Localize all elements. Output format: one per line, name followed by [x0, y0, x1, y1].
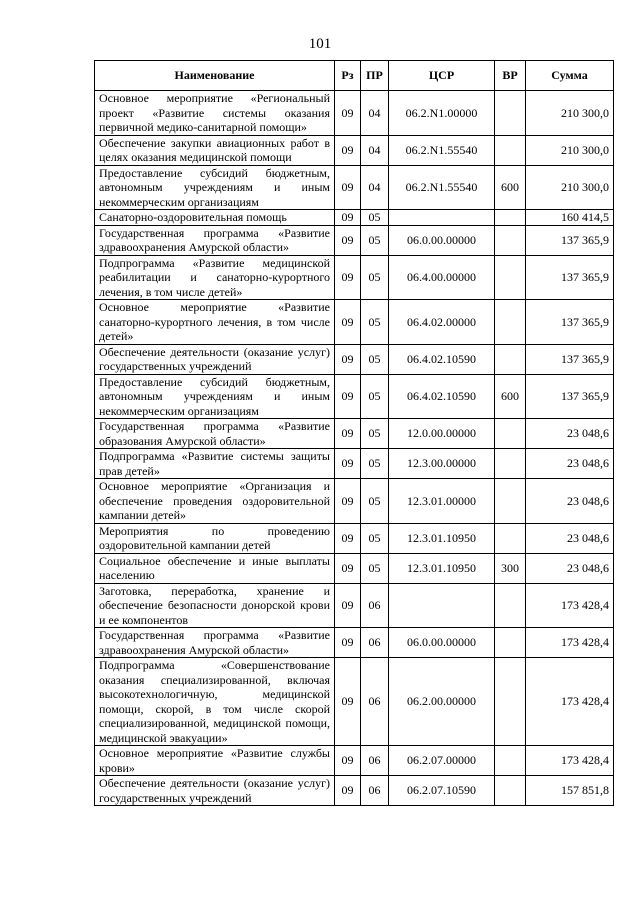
row-rz-cell: 09 [335, 419, 361, 449]
row-pr-cell: 05 [361, 374, 389, 419]
row-sum-cell: 137 365,9 [526, 300, 614, 345]
budget-table [94, 60, 614, 806]
table-row [95, 165, 614, 210]
row-vr-cell [495, 255, 526, 300]
row-vr-cell: 600 [495, 165, 526, 210]
row-vr-cell [495, 300, 526, 345]
row-pr-cell: 06 [361, 776, 389, 806]
row-sum-cell: 23 048,6 [526, 553, 614, 583]
row-name-cell: Подпрограмма «Совершенствование оказания специализированной, включая высокотехнологичную, медицинской помощи, скорой, в том числе скорой специализированной, медицинской помощи, медицинской эвакуации» [95, 658, 335, 746]
row-rz-cell: 09 [335, 91, 361, 136]
row-csr-cell: 06.4.02.10590 [389, 344, 495, 374]
table-body [95, 91, 614, 806]
row-csr-cell: 06.2.N1.00000 [389, 91, 495, 136]
row-sum-cell: 137 365,9 [526, 255, 614, 300]
row-csr-cell: 12.3.01.10950 [389, 523, 495, 553]
row-pr-cell: 04 [361, 135, 389, 165]
row-csr-cell: 06.4.00.00000 [389, 255, 495, 300]
row-pr-cell: 05 [361, 300, 389, 345]
row-rz-cell: 09 [335, 255, 361, 300]
row-vr-cell [495, 449, 526, 479]
row-name-cell: Предоставление субсидий бюджетным, автономным учреждениям и иным некоммерческим организациям [95, 374, 335, 419]
row-vr-cell [495, 419, 526, 449]
row-sum-cell: 160 414,5 [526, 210, 614, 226]
row-name-cell: Основное мероприятие «Развитие санаторно-курортного лечения, в том числе детей» [95, 300, 335, 345]
row-rz-cell: 09 [335, 165, 361, 210]
row-pr-cell: 05 [361, 553, 389, 583]
table-row [95, 225, 614, 255]
row-rz-cell: 09 [335, 479, 361, 524]
row-rz-cell: 09 [335, 374, 361, 419]
row-csr-cell: 06.0.00.00000 [389, 225, 495, 255]
row-pr-cell: 05 [361, 479, 389, 524]
row-csr-cell [389, 583, 495, 628]
row-sum-cell: 23 048,6 [526, 523, 614, 553]
row-sum-cell: 23 048,6 [526, 419, 614, 449]
row-vr-cell [495, 210, 526, 226]
table-row [95, 255, 614, 300]
row-rz-cell: 09 [335, 553, 361, 583]
row-vr-cell [495, 776, 526, 806]
row-vr-cell [495, 523, 526, 553]
table-row [95, 374, 614, 419]
row-sum-cell: 23 048,6 [526, 479, 614, 524]
row-name-cell: Подпрограмма «Развитие системы защиты прав детей» [95, 449, 335, 479]
row-pr-cell: 06 [361, 628, 389, 658]
row-pr-cell: 05 [361, 210, 389, 226]
row-csr-cell: 12.0.00.00000 [389, 419, 495, 449]
row-csr-cell: 06.2.N1.55540 [389, 135, 495, 165]
table-row [95, 210, 614, 226]
row-pr-cell: 05 [361, 344, 389, 374]
row-csr-cell: 06.2.N1.55540 [389, 165, 495, 210]
table-row [95, 628, 614, 658]
row-rz-cell: 09 [335, 583, 361, 628]
row-csr-cell [389, 210, 495, 226]
row-rz-cell: 09 [335, 344, 361, 374]
table-header-row [95, 61, 614, 91]
row-name-cell: Обеспечение закупки авиационных работ в целях оказания медицинской помощи [95, 135, 335, 165]
row-vr-cell [495, 628, 526, 658]
row-sum-cell: 23 048,6 [526, 449, 614, 479]
row-vr-cell: 600 [495, 374, 526, 419]
row-sum-cell: 173 428,4 [526, 583, 614, 628]
table-row [95, 658, 614, 746]
row-name-cell: Государственная программа «Развитие здравоохранения Амурской области» [95, 225, 335, 255]
row-rz-cell: 09 [335, 449, 361, 479]
row-name-cell: Заготовка, переработка, хранение и обеспечение безопасности донорской крови и ее компонентов [95, 583, 335, 628]
row-name-cell: Основное мероприятие «Региональный проект «Развитие системы оказания первичной медико-санитарной помощи» [95, 91, 335, 136]
row-csr-cell: 12.3.00.00000 [389, 449, 495, 479]
table-row [95, 523, 614, 553]
row-pr-cell: 05 [361, 255, 389, 300]
row-csr-cell: 12.3.01.10950 [389, 553, 495, 583]
row-sum-cell: 173 428,4 [526, 628, 614, 658]
header-name: Наименование [95, 61, 335, 91]
row-rz-cell: 09 [335, 523, 361, 553]
row-pr-cell: 05 [361, 523, 389, 553]
header-pr: ПР [361, 61, 389, 91]
header-csr: ЦСР [389, 61, 495, 91]
row-vr-cell: 300 [495, 553, 526, 583]
table-row [95, 135, 614, 165]
table-row [95, 449, 614, 479]
row-name-cell: Основное мероприятие «Развитие службы крови» [95, 746, 335, 776]
row-pr-cell: 06 [361, 746, 389, 776]
row-sum-cell: 173 428,4 [526, 746, 614, 776]
row-pr-cell: 05 [361, 419, 389, 449]
table-row [95, 91, 614, 136]
table-row [95, 300, 614, 345]
row-sum-cell: 157 851,8 [526, 776, 614, 806]
row-pr-cell: 06 [361, 658, 389, 746]
row-vr-cell [495, 658, 526, 746]
row-csr-cell: 12.3.01.00000 [389, 479, 495, 524]
row-name-cell: Подпрограмма «Развитие медицинской реабилитации и санаторно-курортного лечения, в том числе детей» [95, 255, 335, 300]
row-vr-cell [495, 91, 526, 136]
row-name-cell: Предоставление субсидий бюджетным, автономным учреждениям и иным некоммерческим организациям [95, 165, 335, 210]
table-row [95, 479, 614, 524]
row-sum-cell: 137 365,9 [526, 344, 614, 374]
row-name-cell: Государственная программа «Развитие образования Амурской области» [95, 419, 335, 449]
row-rz-cell: 09 [335, 776, 361, 806]
row-sum-cell: 210 300,0 [526, 135, 614, 165]
row-rz-cell: 09 [335, 210, 361, 226]
row-csr-cell: 06.4.02.00000 [389, 300, 495, 345]
row-csr-cell: 06.2.07.00000 [389, 746, 495, 776]
row-vr-cell [495, 479, 526, 524]
row-vr-cell [495, 135, 526, 165]
row-sum-cell: 137 365,9 [526, 374, 614, 419]
row-rz-cell: 09 [335, 628, 361, 658]
row-rz-cell: 09 [335, 300, 361, 345]
row-sum-cell: 210 300,0 [526, 165, 614, 210]
header-vr: ВР [495, 61, 526, 91]
page-number: 101 [308, 36, 332, 52]
row-sum-cell: 137 365,9 [526, 225, 614, 255]
row-sum-cell: 173 428,4 [526, 658, 614, 746]
row-rz-cell: 09 [335, 135, 361, 165]
row-csr-cell: 06.4.02.10590 [389, 374, 495, 419]
table-row [95, 344, 614, 374]
row-pr-cell: 04 [361, 91, 389, 136]
table-row [95, 583, 614, 628]
row-rz-cell: 09 [335, 225, 361, 255]
row-name-cell: Санаторно-оздоровительная помощь [95, 210, 335, 226]
table-row [95, 553, 614, 583]
row-vr-cell [495, 344, 526, 374]
row-name-cell: Основное мероприятие «Организация и обеспечение проведения оздоровительной кампании детей» [95, 479, 335, 524]
table-row [95, 419, 614, 449]
row-name-cell: Государственная программа «Развитие здравоохранения Амурской области» [95, 628, 335, 658]
row-pr-cell: 05 [361, 449, 389, 479]
row-name-cell: Мероприятия по проведению оздоровительной кампании детей [95, 523, 335, 553]
row-csr-cell: 06.2.07.10590 [389, 776, 495, 806]
row-pr-cell: 04 [361, 165, 389, 210]
row-name-cell: Обеспечение деятельности (оказание услуг) государственных учреждений [95, 776, 335, 806]
row-pr-cell: 05 [361, 225, 389, 255]
row-sum-cell: 210 300,0 [526, 91, 614, 136]
table-row [95, 776, 614, 806]
table-row [95, 746, 614, 776]
row-vr-cell [495, 583, 526, 628]
header-rz: Рз [335, 61, 361, 91]
row-pr-cell: 06 [361, 583, 389, 628]
row-rz-cell: 09 [335, 746, 361, 776]
row-csr-cell: 06.2.00.00000 [389, 658, 495, 746]
header-sum: Сумма [526, 61, 614, 91]
row-name-cell: Обеспечение деятельности (оказание услуг) государственных учреждений [95, 344, 335, 374]
row-rz-cell: 09 [335, 658, 361, 746]
row-name-cell: Социальное обеспечение и иные выплаты населению [95, 553, 335, 583]
row-csr-cell: 06.0.00.00000 [389, 628, 495, 658]
row-vr-cell [495, 746, 526, 776]
row-vr-cell [495, 225, 526, 255]
